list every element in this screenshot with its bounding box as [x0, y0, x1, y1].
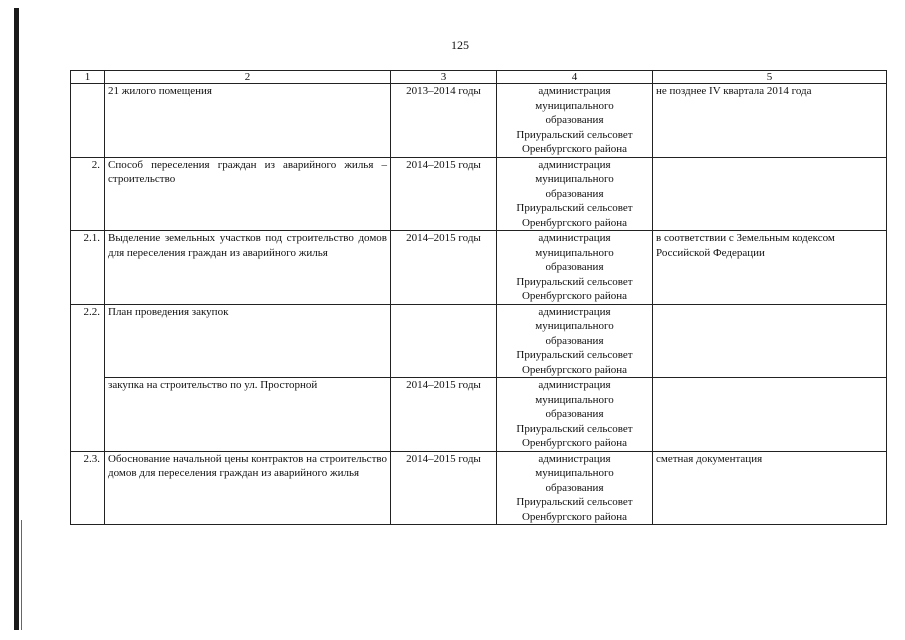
row-note: [653, 304, 887, 378]
header-col-4: 4: [497, 71, 653, 84]
row-number: 2.3.: [71, 451, 105, 525]
row-note: сметная документация: [653, 451, 887, 525]
table-row: [71, 304, 887, 378]
scan-edge-line: [21, 520, 22, 630]
row-number: 2.: [71, 157, 105, 231]
executor-line: образования: [545, 187, 604, 200]
table-row: [71, 84, 887, 158]
table-row: [71, 157, 887, 231]
executor-line: муниципального: [535, 467, 614, 479]
row-executor: [497, 451, 653, 525]
header-col-3: 3: [391, 71, 497, 84]
executor-line: Оренбургского района: [521, 216, 628, 229]
row-action: Способ переселения граждан из аварийного жилья – строительство: [105, 157, 391, 231]
row-action: Выделение земельных участков под строительство домов для переселения граждан из аварийного жилья: [105, 231, 391, 305]
executor-line: администрация: [538, 305, 611, 318]
row-note: в соответствии с Земельным кодексом Российской Федерации: [653, 231, 887, 305]
row-period: 2014–2015 годы: [391, 231, 497, 305]
executor-line: образования: [545, 114, 604, 126]
row-period: 2014–2015 годы: [391, 157, 497, 231]
header-col-1: 1: [71, 71, 105, 84]
executor-line: муниципального: [535, 393, 614, 406]
executor-line: Приуральский сельсовет: [516, 202, 633, 214]
executor-line: муниципального: [535, 246, 614, 259]
executor-line: Приуральский сельсовет: [516, 275, 633, 288]
executor-line: муниципального: [535, 99, 614, 112]
row-action: Обоснование начальной цены контрактов на строительство домов для переселения граждан из аварийного жилья: [105, 451, 391, 525]
executor-line: образования: [545, 408, 604, 420]
row-number: 2.2.: [71, 304, 105, 451]
row-number: 2.1.: [71, 231, 105, 305]
executor-line: Оренбургского района: [521, 363, 628, 376]
row-executor: [497, 84, 653, 158]
row-executor: [497, 157, 653, 231]
row-period: 2013–2014 годы: [391, 84, 497, 158]
row-period: 2014–2015 годы: [391, 378, 497, 452]
plan-table: [70, 70, 887, 525]
executor-line: администрация: [538, 232, 611, 244]
executor-line: Оренбургского района: [521, 143, 628, 155]
page-number: 125: [451, 38, 469, 52]
executor-line: образования: [545, 481, 604, 494]
row-action: закупка на строительство по ул. Просторной: [105, 378, 391, 452]
executor-line: муниципального: [535, 173, 614, 185]
row-executor: [497, 304, 653, 378]
executor-line: администрация: [538, 85, 611, 97]
row-action: План проведения закупок: [105, 304, 391, 378]
executor-line: Приуральский сельсовет: [516, 128, 633, 141]
executor-line: администрация: [538, 379, 611, 391]
table-row: [71, 378, 887, 452]
executor-line: образования: [545, 261, 604, 273]
executor-line: Приуральский сельсовет: [516, 422, 633, 435]
executor-line: Приуральский сельсовет: [516, 496, 633, 508]
row-period: 2014–2015 годы: [391, 451, 497, 525]
row-executor: [497, 231, 653, 305]
scan-edge-bar: [14, 8, 19, 630]
executor-line: образования: [545, 334, 604, 347]
table-header-row: [71, 71, 887, 84]
row-number: [71, 84, 105, 158]
table-row: [71, 451, 887, 525]
executor-line: Приуральский сельсовет: [516, 349, 633, 361]
row-period: [391, 304, 497, 378]
header-col-5: 5: [653, 71, 887, 84]
executor-line: Оренбургского района: [521, 290, 628, 302]
table-row: [71, 231, 887, 305]
executor-line: администрация: [538, 158, 611, 171]
executor-line: Оренбургского района: [521, 510, 628, 523]
row-executor: [497, 378, 653, 452]
executor-line: администрация: [538, 452, 611, 465]
header-col-2: 2: [105, 71, 391, 84]
row-note: не позднее IV квартала 2014 года: [653, 84, 887, 158]
executor-line: муниципального: [535, 320, 614, 332]
row-action: 21 жилого помещения: [105, 84, 391, 158]
row-note: [653, 378, 887, 452]
row-note: [653, 157, 887, 231]
executor-line: Оренбургского района: [521, 437, 628, 449]
